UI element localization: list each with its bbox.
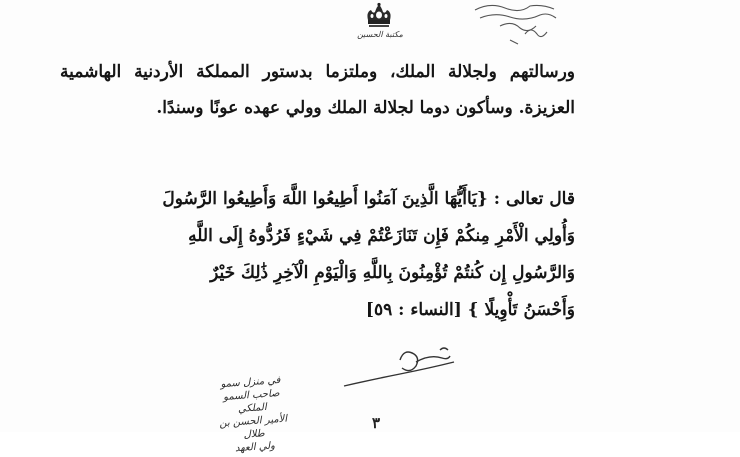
verse-line: وَأُولِي الْأَمْرِ مِنكُمْ فَإِن تَنَازَعْتُمْ فِي شَيْءٍ فَرُدُّوهُ إِلَى اللَّهِ: [188, 226, 575, 246]
verse-line: قال تعالى : {يَاأَيُّهَا الَّذِينَ آمَنُوا أَطِيعُوا اللَّهَ وَأَطِيعُوا الرَّسُولَ: [162, 189, 575, 209]
handwritten-signature-top: [470, 0, 560, 50]
verse-line: وَأَحْسَنُ تَأْوِيلًا } [النساء : ٥٩]: [365, 300, 575, 320]
emblem-caption: مكتبة الحسين: [357, 30, 403, 39]
page-number: ٣: [372, 414, 381, 432]
quran-verse-block: [60, 181, 575, 329]
verse-line: وَالرَّسُولِ إِن كُنتُمْ تُؤْمِنُونَ بِاللَّهِ وَالْيَوْمِ الْآخِرِ ذَٰلِكَ خَيْرٌ: [210, 263, 575, 283]
handwritten-signature: [330, 340, 470, 396]
handwritten-note: في منزل سمو صاحب السمو الملكي الأمير الحسن بن طلال ولي العهد: [218, 374, 288, 455]
royal-crown-emblem-icon: [361, 2, 397, 28]
paragraph-text: ورسالتهم ولجلالة الملك، وملتزما بدستور المملكة الأردنية الهاشمية العزيزة. وسأكون دوما لجلالة الملك وولي عهده عونًا وسندًا.: [60, 62, 575, 118]
